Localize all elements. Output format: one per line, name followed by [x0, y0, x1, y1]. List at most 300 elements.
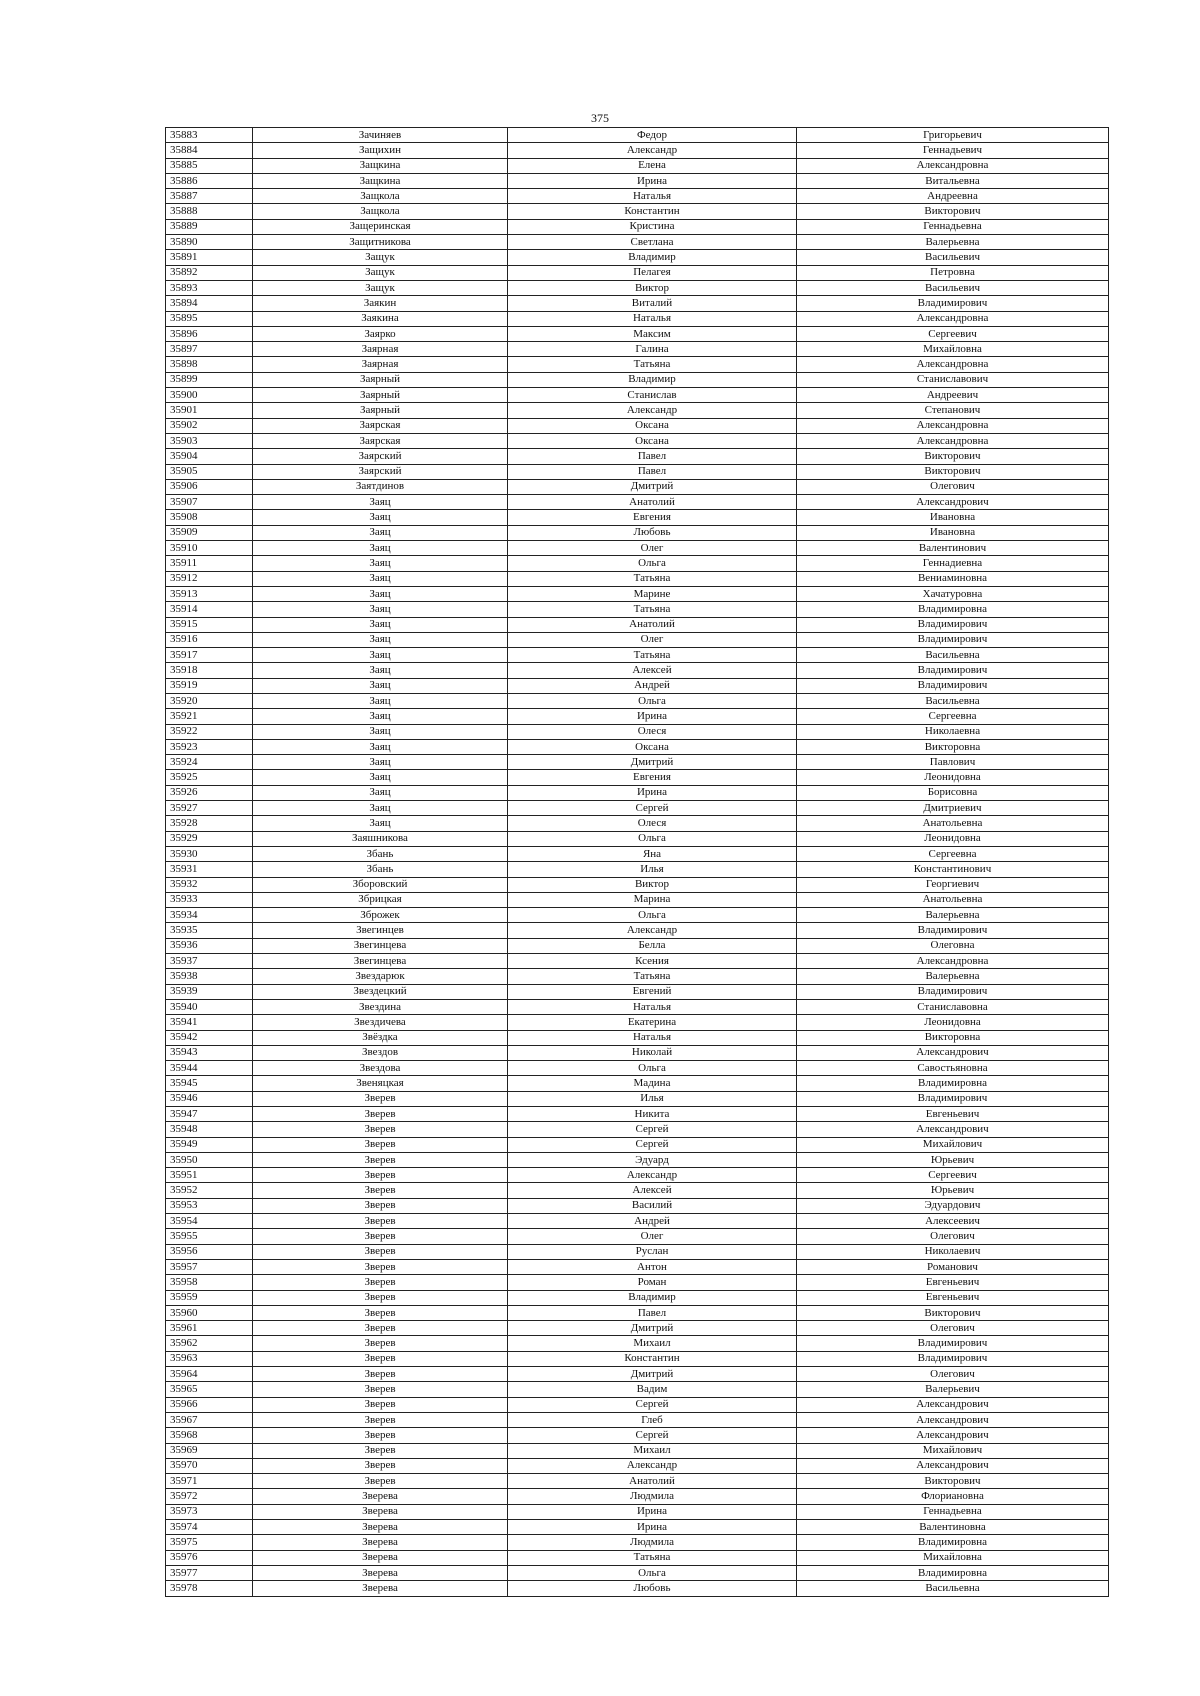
record-number-cell: 35977 — [166, 1565, 253, 1580]
last-name-cell: Зверев — [253, 1305, 508, 1320]
patronymic-cell: Александрович — [797, 1412, 1109, 1427]
first-name-cell: Эдуард — [508, 1152, 797, 1167]
table-row — [166, 1458, 1109, 1473]
record-number-cell: 35975 — [166, 1535, 253, 1550]
table-row — [166, 1168, 1109, 1183]
last-name-cell: Заярная — [253, 342, 508, 357]
first-name-cell: Алексей — [508, 663, 797, 678]
patronymic-cell: Георгиевич — [797, 877, 1109, 892]
patronymic-cell: Владимировна — [797, 1535, 1109, 1550]
table-row — [166, 418, 1109, 433]
last-name-cell: Зверев — [253, 1137, 508, 1152]
table-row — [166, 1474, 1109, 1489]
last-name-cell: Зверев — [253, 1290, 508, 1305]
table-row — [166, 755, 1109, 770]
table-row — [166, 969, 1109, 984]
record-number-cell: 35961 — [166, 1321, 253, 1336]
record-number-cell: 35919 — [166, 678, 253, 693]
patronymic-cell: Владимирович — [797, 1351, 1109, 1366]
table-row — [166, 541, 1109, 556]
first-name-cell: Пелагея — [508, 265, 797, 280]
first-name-cell: Александр — [508, 403, 797, 418]
table-row — [166, 984, 1109, 999]
table-row — [166, 724, 1109, 739]
record-number-cell: 35900 — [166, 388, 253, 403]
last-name-cell: Защкола — [253, 204, 508, 219]
first-name-cell: Галина — [508, 342, 797, 357]
patronymic-cell: Александрович — [797, 1045, 1109, 1060]
last-name-cell: Заякина — [253, 311, 508, 326]
patronymic-cell: Ивановна — [797, 510, 1109, 525]
last-name-cell: Звегинцева — [253, 938, 508, 953]
table-row — [166, 1581, 1109, 1596]
last-name-cell: Заяц — [253, 586, 508, 601]
record-number-cell: 35921 — [166, 709, 253, 724]
last-name-cell: Заяц — [253, 632, 508, 647]
patronymic-cell: Эдуардович — [797, 1198, 1109, 1213]
table-row — [166, 372, 1109, 387]
patronymic-cell: Александровна — [797, 418, 1109, 433]
record-number-cell: 35933 — [166, 892, 253, 907]
patronymic-cell: Геннадиевна — [797, 556, 1109, 571]
first-name-cell: Ирина — [508, 173, 797, 188]
patronymic-cell: Владимирович — [797, 923, 1109, 938]
table-row — [166, 1107, 1109, 1122]
record-number-cell: 35914 — [166, 602, 253, 617]
last-name-cell: Заяц — [253, 739, 508, 754]
patronymic-cell: Владимировна — [797, 1076, 1109, 1091]
record-number-cell: 35939 — [166, 984, 253, 999]
record-number-cell: 35941 — [166, 1015, 253, 1030]
patronymic-cell: Владимировна — [797, 602, 1109, 617]
last-name-cell: Заяц — [253, 678, 508, 693]
table-row — [166, 831, 1109, 846]
last-name-cell: Заяц — [253, 709, 508, 724]
last-name-cell: Зверев — [253, 1244, 508, 1259]
table-row — [166, 495, 1109, 510]
last-name-cell: Зачиняев — [253, 128, 508, 143]
record-number-cell: 35963 — [166, 1351, 253, 1366]
record-number-cell: 35901 — [166, 403, 253, 418]
table-row — [166, 525, 1109, 540]
last-name-cell: Защук — [253, 280, 508, 295]
last-name-cell: Защихин — [253, 143, 508, 158]
patronymic-cell: Хачатуровна — [797, 586, 1109, 601]
last-name-cell: Звегинцев — [253, 923, 508, 938]
table-row — [166, 204, 1109, 219]
patronymic-cell: Васильевич — [797, 250, 1109, 265]
patronymic-cell: Михайлович — [797, 1137, 1109, 1152]
record-number-cell: 35960 — [166, 1305, 253, 1320]
record-number-cell: 35956 — [166, 1244, 253, 1259]
table-row — [166, 479, 1109, 494]
first-name-cell: Ирина — [508, 1504, 797, 1519]
first-name-cell: Анатолий — [508, 495, 797, 510]
last-name-cell: Заяц — [253, 663, 508, 678]
record-number-cell: 35955 — [166, 1229, 253, 1244]
record-number-cell: 35943 — [166, 1045, 253, 1060]
last-name-cell: Защкина — [253, 158, 508, 173]
patronymic-cell: Станиславович — [797, 372, 1109, 387]
last-name-cell: Заяц — [253, 556, 508, 571]
record-number-cell: 35940 — [166, 999, 253, 1014]
patronymic-cell: Савостьяновна — [797, 1061, 1109, 1076]
table-row — [166, 709, 1109, 724]
record-number-cell: 35966 — [166, 1397, 253, 1412]
table-row — [166, 693, 1109, 708]
record-number-cell: 35947 — [166, 1107, 253, 1122]
first-name-cell: Людмила — [508, 1535, 797, 1550]
record-number-cell: 35969 — [166, 1443, 253, 1458]
record-number-cell: 35950 — [166, 1152, 253, 1167]
patronymic-cell: Викторовна — [797, 1030, 1109, 1045]
first-name-cell: Николай — [508, 1045, 797, 1060]
record-number-cell: 35945 — [166, 1076, 253, 1091]
last-name-cell: Заярская — [253, 418, 508, 433]
record-number-cell: 35910 — [166, 541, 253, 556]
first-name-cell: Наталья — [508, 999, 797, 1014]
first-name-cell: Илья — [508, 862, 797, 877]
last-name-cell: Зверева — [253, 1565, 508, 1580]
first-name-cell: Наталья — [508, 311, 797, 326]
first-name-cell: Сергей — [508, 1122, 797, 1137]
first-name-cell: Марина — [508, 892, 797, 907]
last-name-cell: Защеринская — [253, 219, 508, 234]
record-number-cell: 35908 — [166, 510, 253, 525]
table-row — [166, 1183, 1109, 1198]
record-number-cell: 35958 — [166, 1275, 253, 1290]
record-number-cell: 35893 — [166, 280, 253, 295]
first-name-cell: Никита — [508, 1107, 797, 1122]
first-name-cell: Михаил — [508, 1336, 797, 1351]
table-row — [166, 1489, 1109, 1504]
first-name-cell: Любовь — [508, 1581, 797, 1596]
last-name-cell: Заяц — [253, 770, 508, 785]
last-name-cell: Защкина — [253, 173, 508, 188]
table-row — [166, 1137, 1109, 1152]
patronymic-cell: Леонидовна — [797, 1015, 1109, 1030]
first-name-cell: Владимир — [508, 250, 797, 265]
last-name-cell: Зверев — [253, 1443, 508, 1458]
first-name-cell: Анатолий — [508, 617, 797, 632]
table-row — [166, 1550, 1109, 1565]
patronymic-cell: Владимирович — [797, 617, 1109, 632]
table-row — [166, 1351, 1109, 1366]
record-number-cell: 35957 — [166, 1259, 253, 1274]
record-number-cell: 35970 — [166, 1458, 253, 1473]
first-name-cell: Павел — [508, 464, 797, 479]
record-number-cell: 35971 — [166, 1474, 253, 1489]
last-name-cell: Звездичева — [253, 1015, 508, 1030]
table-row — [166, 892, 1109, 907]
table-row — [166, 1443, 1109, 1458]
patronymic-cell: Сергеевич — [797, 326, 1109, 341]
first-name-cell: Дмитрий — [508, 755, 797, 770]
record-number-cell: 35903 — [166, 433, 253, 448]
first-name-cell: Елена — [508, 158, 797, 173]
record-number-cell: 35932 — [166, 877, 253, 892]
patronymic-cell: Сергеевна — [797, 846, 1109, 861]
record-number-cell: 35899 — [166, 372, 253, 387]
last-name-cell: Збань — [253, 846, 508, 861]
first-name-cell: Олеся — [508, 724, 797, 739]
last-name-cell: Заяц — [253, 495, 508, 510]
record-number-cell: 35887 — [166, 189, 253, 204]
record-number-cell: 35936 — [166, 938, 253, 953]
first-name-cell: Марине — [508, 586, 797, 601]
table-row — [166, 617, 1109, 632]
table-row — [166, 1305, 1109, 1320]
patronymic-cell: Александрович — [797, 1428, 1109, 1443]
record-number-cell: 35948 — [166, 1122, 253, 1137]
table-row — [166, 326, 1109, 341]
patronymic-cell: Александровна — [797, 311, 1109, 326]
table-row — [166, 678, 1109, 693]
record-number-cell: 35916 — [166, 632, 253, 647]
first-name-cell: Ирина — [508, 1520, 797, 1535]
patronymic-cell: Геннадьевич — [797, 143, 1109, 158]
last-name-cell: Звёздка — [253, 1030, 508, 1045]
first-name-cell: Александр — [508, 1458, 797, 1473]
first-name-cell: Ольга — [508, 693, 797, 708]
table-row — [166, 954, 1109, 969]
record-number-cell: 35905 — [166, 464, 253, 479]
patronymic-cell: Павлович — [797, 755, 1109, 770]
last-name-cell: Заяц — [253, 816, 508, 831]
first-name-cell: Павел — [508, 449, 797, 464]
table-row — [166, 877, 1109, 892]
table-row — [166, 1122, 1109, 1137]
record-number-cell: 35883 — [166, 128, 253, 143]
last-name-cell: Заяц — [253, 525, 508, 540]
last-name-cell: Заяц — [253, 617, 508, 632]
table-row — [166, 1259, 1109, 1274]
record-number-cell: 35974 — [166, 1520, 253, 1535]
patronymic-cell: Владимировна — [797, 1565, 1109, 1580]
record-number-cell: 35967 — [166, 1412, 253, 1427]
record-number-cell: 35922 — [166, 724, 253, 739]
last-name-cell: Звеняцкая — [253, 1076, 508, 1091]
first-name-cell: Татьяна — [508, 602, 797, 617]
first-name-cell: Оксана — [508, 739, 797, 754]
table-row — [166, 785, 1109, 800]
first-name-cell: Ольга — [508, 1061, 797, 1076]
patronymic-cell: Флориановна — [797, 1489, 1109, 1504]
record-number-cell: 35973 — [166, 1504, 253, 1519]
table-row — [166, 433, 1109, 448]
patronymic-cell: Владимирович — [797, 296, 1109, 311]
patronymic-cell: Станиславовна — [797, 999, 1109, 1014]
record-number-cell: 35898 — [166, 357, 253, 372]
first-name-cell: Алексей — [508, 1183, 797, 1198]
table-row — [166, 1382, 1109, 1397]
patronymic-cell: Андреевна — [797, 189, 1109, 204]
last-name-cell: Звездова — [253, 1061, 508, 1076]
first-name-cell: Станислав — [508, 388, 797, 403]
table-row — [166, 1030, 1109, 1045]
table-row — [166, 816, 1109, 831]
table-row — [166, 1015, 1109, 1030]
table-row — [166, 250, 1109, 265]
patronymic-cell: Сергеевич — [797, 1168, 1109, 1183]
record-number-cell: 35930 — [166, 846, 253, 861]
last-name-cell: Зверев — [253, 1183, 508, 1198]
last-name-cell: Зверев — [253, 1412, 508, 1427]
record-number-cell: 35917 — [166, 648, 253, 663]
first-name-cell: Сергей — [508, 1397, 797, 1412]
last-name-cell: Зверев — [253, 1397, 508, 1412]
table-row — [166, 862, 1109, 877]
patronymic-cell: Петровна — [797, 265, 1109, 280]
record-number-cell: 35929 — [166, 831, 253, 846]
patronymic-cell: Леонидовна — [797, 831, 1109, 846]
first-name-cell: Максим — [508, 326, 797, 341]
record-number-cell: 35886 — [166, 173, 253, 188]
table-row — [166, 403, 1109, 418]
first-name-cell: Евгения — [508, 510, 797, 525]
patronymic-cell: Григорьевич — [797, 128, 1109, 143]
last-name-cell: Зверев — [253, 1428, 508, 1443]
last-name-cell: Защитникова — [253, 235, 508, 250]
last-name-cell: Зверев — [253, 1336, 508, 1351]
patronymic-cell: Васильевич — [797, 280, 1109, 295]
first-name-cell: Владимир — [508, 372, 797, 387]
patronymic-cell: Юрьевич — [797, 1183, 1109, 1198]
record-number-cell: 35951 — [166, 1168, 253, 1183]
record-number-cell: 35952 — [166, 1183, 253, 1198]
table-row — [166, 1214, 1109, 1229]
patronymic-cell: Владимирович — [797, 678, 1109, 693]
table-row — [166, 1229, 1109, 1244]
table-row — [166, 1520, 1109, 1535]
record-number-cell: 35918 — [166, 663, 253, 678]
first-name-cell: Евгений — [508, 984, 797, 999]
patronymic-cell: Романович — [797, 1259, 1109, 1274]
record-number-cell: 35937 — [166, 954, 253, 969]
first-name-cell: Александр — [508, 923, 797, 938]
patronymic-cell: Валентиновна — [797, 1520, 1109, 1535]
patronymic-cell: Александрович — [797, 1122, 1109, 1137]
patronymic-cell: Геннадьевна — [797, 219, 1109, 234]
last-name-cell: Зверев — [253, 1152, 508, 1167]
first-name-cell: Ольга — [508, 831, 797, 846]
patronymic-cell: Викторович — [797, 1305, 1109, 1320]
last-name-cell: Заяц — [253, 801, 508, 816]
table-row — [166, 1061, 1109, 1076]
table-row — [166, 235, 1109, 250]
patronymic-cell: Валерьевна — [797, 235, 1109, 250]
table-row — [166, 663, 1109, 678]
first-name-cell: Виталий — [508, 296, 797, 311]
first-name-cell: Белла — [508, 938, 797, 953]
patronymic-cell: Евгеньевич — [797, 1107, 1109, 1122]
record-number-cell: 35897 — [166, 342, 253, 357]
table-row — [166, 219, 1109, 234]
table-row — [166, 938, 1109, 953]
last-name-cell: Заярская — [253, 433, 508, 448]
last-name-cell: Зверев — [253, 1474, 508, 1489]
patronymic-cell: Викторовна — [797, 739, 1109, 754]
last-name-cell: Звездов — [253, 1045, 508, 1060]
patronymic-cell: Константинович — [797, 862, 1109, 877]
last-name-cell: Заяц — [253, 755, 508, 770]
patronymic-cell: Алексеевич — [797, 1214, 1109, 1229]
last-name-cell: Зверев — [253, 1382, 508, 1397]
patronymic-cell: Александровна — [797, 954, 1109, 969]
table-row — [166, 189, 1109, 204]
last-name-cell: Заярный — [253, 403, 508, 418]
table-row — [166, 357, 1109, 372]
table-row — [166, 556, 1109, 571]
last-name-cell: Заяшникова — [253, 831, 508, 846]
table-row — [166, 908, 1109, 923]
patronymic-cell: Андреевич — [797, 388, 1109, 403]
table-row — [166, 1275, 1109, 1290]
patronymic-cell: Олегович — [797, 1321, 1109, 1336]
table-row — [166, 311, 1109, 326]
first-name-cell: Ольга — [508, 556, 797, 571]
table-row — [166, 923, 1109, 938]
patronymic-cell: Викторович — [797, 204, 1109, 219]
first-name-cell: Олег — [508, 632, 797, 647]
last-name-cell: Збрицкая — [253, 892, 508, 907]
patronymic-cell: Юрьевич — [797, 1152, 1109, 1167]
record-number-cell: 35954 — [166, 1214, 253, 1229]
table-row — [166, 571, 1109, 586]
record-number-cell: 35944 — [166, 1061, 253, 1076]
last-name-cell: Зборовский — [253, 877, 508, 892]
first-name-cell: Татьяна — [508, 571, 797, 586]
last-name-cell: Зверев — [253, 1351, 508, 1366]
table-row — [166, 1504, 1109, 1519]
first-name-cell: Татьяна — [508, 357, 797, 372]
patronymic-cell: Олеговна — [797, 938, 1109, 953]
first-name-cell: Ольга — [508, 908, 797, 923]
last-name-cell: Заяц — [253, 724, 508, 739]
table-row — [166, 1367, 1109, 1382]
last-name-cell: Зверев — [253, 1214, 508, 1229]
patronymic-cell: Валерьевна — [797, 969, 1109, 984]
first-name-cell: Роман — [508, 1275, 797, 1290]
first-name-cell: Александр — [508, 1168, 797, 1183]
record-number-cell: 35891 — [166, 250, 253, 265]
first-name-cell: Виктор — [508, 877, 797, 892]
first-name-cell: Павел — [508, 1305, 797, 1320]
first-name-cell: Константин — [508, 204, 797, 219]
table-row — [166, 801, 1109, 816]
patronymic-cell: Михайловна — [797, 342, 1109, 357]
record-number-cell: 35907 — [166, 495, 253, 510]
record-number-cell: 35890 — [166, 235, 253, 250]
first-name-cell: Оксана — [508, 418, 797, 433]
patronymic-cell: Александрович — [797, 1397, 1109, 1412]
last-name-cell: Заякин — [253, 296, 508, 311]
first-name-cell: Оксана — [508, 433, 797, 448]
patronymic-cell: Олегович — [797, 1229, 1109, 1244]
table-row — [166, 449, 1109, 464]
last-name-cell: Заярко — [253, 326, 508, 341]
patronymic-cell: Борисовна — [797, 785, 1109, 800]
first-name-cell: Сергей — [508, 1137, 797, 1152]
table-row — [166, 1152, 1109, 1167]
last-name-cell: Зверева — [253, 1489, 508, 1504]
first-name-cell: Наталья — [508, 189, 797, 204]
last-name-cell: Заярный — [253, 388, 508, 403]
last-name-cell: Зверева — [253, 1504, 508, 1519]
last-name-cell: Заятдинов — [253, 479, 508, 494]
table-row — [166, 1412, 1109, 1427]
last-name-cell: Зверева — [253, 1535, 508, 1550]
